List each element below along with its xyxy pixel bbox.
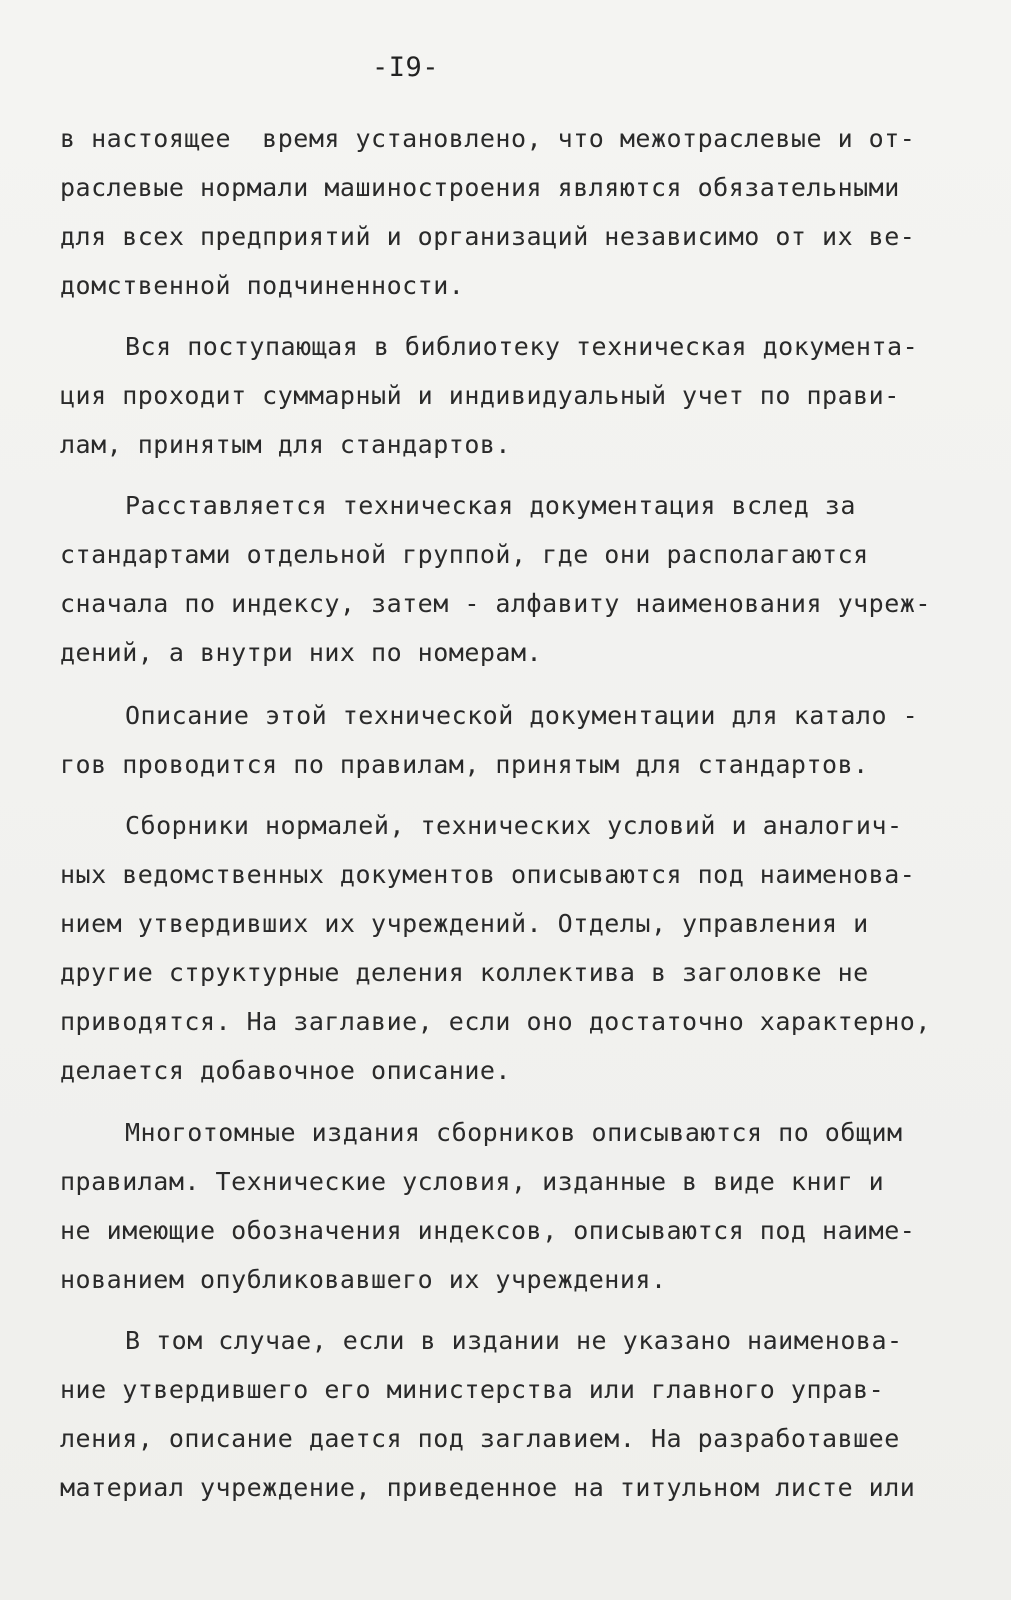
text-line: нием утвердивших их учреждений. Отделы, управления и xyxy=(60,909,869,938)
text-line: Описание этой технической документации для катало - xyxy=(125,701,919,730)
text-line: правилам. Технические условия, изданные в виде книг и xyxy=(60,1167,885,1196)
text-line: домственной подчиненности. xyxy=(60,271,465,300)
text-line: стандартами отдельной группой, где они располагаются xyxy=(60,540,869,569)
text-line: ние утвердившего его министерства или главного управ- xyxy=(60,1375,885,1404)
text-line: Вся поступающая в библиотеку техническая документа- xyxy=(125,332,919,361)
text-line: нованием опубликовавшего их учреждения. xyxy=(60,1265,667,1294)
text-line: Сборники нормалей, технических условий и аналогич- xyxy=(125,811,903,840)
text-line: ления, описание дается под заглавием. На разработавшее xyxy=(60,1424,900,1453)
text-line: сначала по индексу, затем - алфавиту наименования учреж- xyxy=(60,589,931,618)
text-line: В том случае, если в издании не указано наименова- xyxy=(125,1326,903,1355)
text-line: в настоящее время установлено, что межотраслевые и от- xyxy=(60,124,916,153)
text-line: ных ведомственных документов описываются под наименова- xyxy=(60,860,916,889)
text-line: ция проходит суммарный и индивидуальный учет по прави- xyxy=(60,381,900,410)
text-line: лам, принятым для стандартов. xyxy=(60,430,511,459)
text-line: материал учреждение, приведенное на титульном листе или xyxy=(60,1473,916,1502)
text-line: Многотомные издания сборников описываются по общим xyxy=(125,1118,903,1147)
text-line: делается добавочное описание. xyxy=(60,1056,511,1085)
text-line: приводятся. На заглавие, если оно достаточно характерно, xyxy=(60,1007,931,1036)
text-line: раслевые нормали машиностроения являются обязательными xyxy=(60,173,900,202)
text-line: гов проводится по правилам, принятым для стандартов. xyxy=(60,750,869,779)
text-line: Расставляется техническая документация вслед за xyxy=(125,491,856,520)
text-line: не имеющие обозначения индексов, описываются под наиме- xyxy=(60,1216,916,1245)
text-line: для всех предприятий и организаций независимо от их ве- xyxy=(60,222,916,251)
text-line: дений, а внутри них по номерам. xyxy=(60,638,543,667)
page-number: -I9- xyxy=(372,52,440,83)
text-line: другие структурные деления коллектива в заголовке не xyxy=(60,958,869,987)
